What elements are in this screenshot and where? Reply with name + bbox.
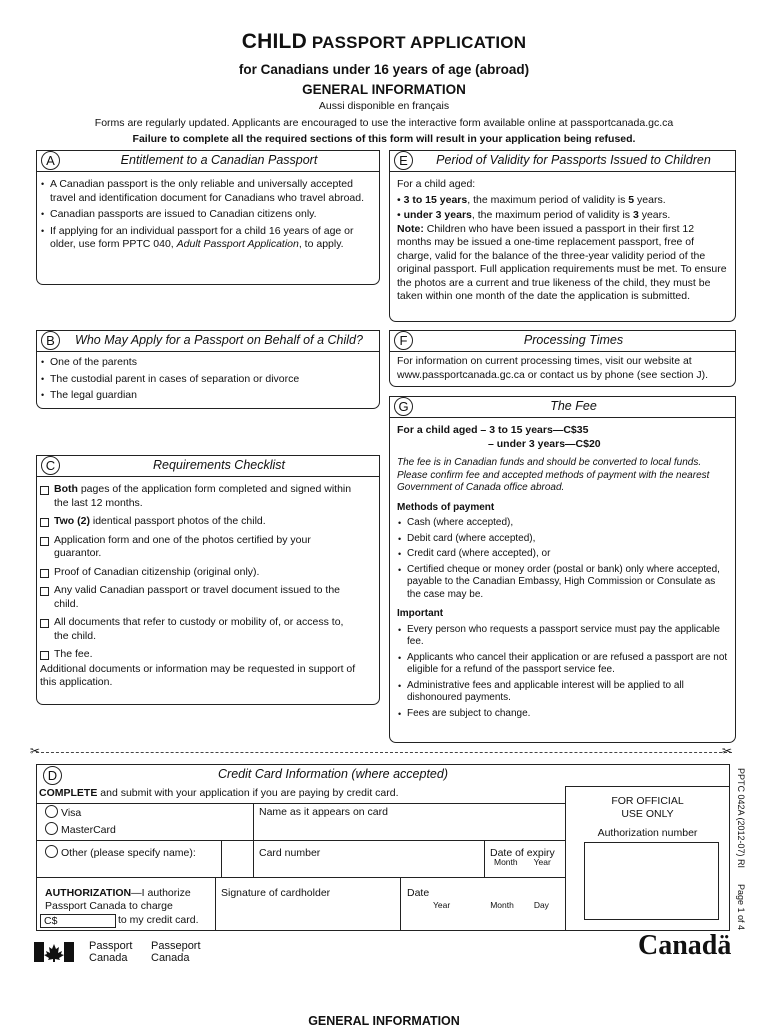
- section-c-title: Requirements Checklist: [153, 458, 285, 472]
- scissors-icon: ✂: [30, 744, 41, 758]
- checklist-item: Application form and one of the photos certified by your guarantor.: [40, 534, 360, 561]
- checkbox-icon[interactable]: [40, 537, 49, 546]
- agency-name-fr: Passeport Canada: [151, 940, 201, 964]
- fee-line: – under 3 years—C$20: [488, 437, 601, 450]
- section-e-header: [389, 150, 736, 172]
- other-card-field[interactable]: Other (please specify name):: [36, 840, 222, 878]
- name-on-card-field[interactable]: Name as it appears on card: [253, 803, 566, 841]
- checkbox-icon[interactable]: [40, 587, 49, 596]
- checklist-item: Both pages of the application form completed and signed within the last 12 months.: [40, 483, 360, 510]
- list-item: • If applying for an individual passport for a child 16 years of age or older, use form PPTC 040, Adult Passport Application, to apply.: [40, 225, 370, 252]
- radio-icon[interactable]: [45, 845, 58, 858]
- list-item: • Debit card (where accepted),: [397, 533, 729, 546]
- fee-note: The fee is in Canadian funds and should be converted to local funds. Please confirm fee and accepted methods of payment with the nearest Government of Canada office abroad.: [397, 457, 710, 493]
- agency-name-en: Passport Canada: [89, 940, 133, 964]
- section-letter: F: [394, 331, 413, 350]
- checkbox-icon[interactable]: [40, 619, 49, 628]
- checklist-item: All documents that refer to custody or mobility of, or access to, the child.: [40, 616, 360, 643]
- section-g-title: The Fee: [550, 399, 597, 413]
- section-a-title: Entitlement to a Canadian Passport: [120, 153, 318, 167]
- visa-option[interactable]: Visa: [45, 805, 253, 822]
- cut-line: [36, 752, 732, 753]
- checkbox-icon[interactable]: [40, 651, 49, 660]
- processing-text: For information on current processing times, visit our website at www.passportcanada.gc.ca or contact us by phone (see section J).: [397, 355, 709, 381]
- authorization-block: AUTHORIZATION—I authorize Passport Canada to charge: [36, 877, 216, 931]
- checklist-item: The fee.: [40, 648, 360, 662]
- official-use-box: [565, 786, 730, 931]
- list-item: • Cash (where accepted),: [397, 517, 729, 530]
- section-d-title: Credit Card Information (where accepted): [218, 767, 448, 781]
- cc-instructions: COMPLETE and submit with your application if you are paying by credit card.: [36, 786, 566, 804]
- list-item: • Certified cheque or money order (postal or bank) only where accepted, payable to the Canadian Embassy, High Commission or Consulate as the case may be.: [397, 564, 729, 602]
- radio-icon[interactable]: [45, 805, 58, 818]
- refusal-warning: Failure to complete all the required sections of this form will result in your application being refused.: [132, 133, 636, 145]
- canada-wordmark: Canadä: [638, 930, 732, 961]
- checkbox-icon[interactable]: [40, 569, 49, 578]
- update-notice: Forms are regularly updated. Applicants are encouraged to use the interactive form available online at passportcanada.gc.ca: [94, 117, 674, 129]
- checklist-item: Proof of Canadian citizenship (original only).: [40, 566, 360, 580]
- section-letter: C: [41, 456, 60, 475]
- section-f-header: [389, 330, 736, 352]
- section-letter: A: [41, 151, 60, 170]
- signature-field[interactable]: Signature of cardholder: [215, 877, 401, 931]
- auth-number-label: Authorization number: [597, 827, 698, 839]
- auth-number-field[interactable]: [584, 842, 719, 920]
- french-note: Aussi disponible en français: [318, 100, 450, 112]
- radio-icon[interactable]: [45, 822, 58, 835]
- section-a-header: [36, 150, 380, 172]
- section-g-header: [389, 396, 736, 418]
- list-item: • Every person who requests a passport service must pay the applicable fee.: [397, 624, 729, 649]
- canada-flag-icon: [34, 942, 74, 967]
- form-id: PPTC 042A (2012-07) RI: [736, 768, 746, 869]
- section-letter: D: [43, 766, 62, 785]
- page-number: Page 1 of 4: [736, 884, 746, 931]
- section-letter: G: [394, 397, 413, 416]
- date-field[interactable]: Date Year Month Day: [400, 877, 566, 931]
- amount-field[interactable]: C$: [40, 914, 116, 928]
- methods-heading: Methods of payment: [397, 501, 495, 513]
- checklist-item: Two (2) identical passport photos of the child.: [40, 515, 360, 529]
- important-heading: Important: [397, 608, 444, 619]
- list-item: • The legal guardian: [40, 389, 370, 403]
- section-b-body: [40, 356, 370, 406]
- checklist-footer: Additional documents or information may be requested in support of this application.: [40, 662, 356, 688]
- page-title: CHILD PASSPORT APPLICATION: [241, 30, 527, 53]
- section-f-title: Processing Times: [523, 333, 624, 347]
- spacer: [221, 840, 254, 878]
- official-label: FOR OFFICIAL USE ONLY: [611, 795, 684, 820]
- page-subtitle: for Canadians under 16 years of age (abroad): [238, 62, 530, 77]
- section-letter: E: [394, 151, 413, 170]
- section-c-body: [40, 483, 360, 690]
- section-heading: GENERAL INFORMATION: [302, 82, 466, 97]
- list-item: • Fees are subject to change.: [397, 708, 729, 721]
- section-b-header: [36, 330, 380, 352]
- to-card-label: to my credit card.: [118, 914, 199, 926]
- fee-line: For a child aged – 3 to 15 years—C$35: [397, 424, 589, 436]
- section-c-header: [36, 455, 380, 477]
- list-item: • Administrative fees and applicable interest will be applied to all dishonoured payments.: [397, 680, 729, 705]
- checkbox-icon[interactable]: [40, 486, 49, 495]
- section-letter: B: [41, 331, 60, 350]
- list-item: • The custodial parent in cases of separation or divorce: [40, 373, 370, 387]
- card-number-field[interactable]: Card number: [253, 840, 485, 878]
- checklist-item: Any valid Canadian passport or travel document issued to the child.: [40, 584, 360, 611]
- scissors-icon: ✂: [722, 744, 733, 758]
- list-item: • Canadian passports are issued to Canadian citizens only.: [40, 208, 370, 222]
- list-item: • A Canadian passport is the only reliable and universally accepted travel and identification document for Canadians who travel abroad.: [40, 178, 370, 205]
- mastercard-option[interactable]: MasterCard: [45, 822, 253, 839]
- section-g-body: [397, 424, 729, 723]
- section-b-title: Who May Apply for a Passport on Behalf of a Child?: [75, 333, 363, 347]
- list-item: • Applicants who cancel their application or are refused a passport are not eligible for a refund of the passport service fee.: [397, 652, 729, 677]
- section-d-header: [36, 764, 730, 786]
- checkbox-icon[interactable]: [40, 518, 49, 527]
- section-e-body: For a child aged: • 3 to 15 years, the maximum period of validity is 5 years. • under 3 years, the maximum period of validity is 3 years. Note: Children who have been issued a passport in their first 12 months may be issued a one-time replacement passport, free of charge, valid for the balance of the three-year validity period of the original passport. Full application requirements must be met. To ensure the photos are a current and true likeness of the child, they must be taken within one month of the date the application is submitted.: [397, 178, 727, 302]
- next-page-heading: GENERAL INFORMATION: [308, 1014, 460, 1028]
- list-item: • One of the parents: [40, 356, 370, 370]
- list-item: • Credit card (where accepted), or: [397, 548, 729, 561]
- expiry-field[interactable]: Date of expiry Month Year: [484, 840, 566, 878]
- section-e-title: Period of Validity for Passports Issued to Children: [436, 153, 711, 167]
- section-a-body: [40, 178, 370, 255]
- card-type-group: [36, 803, 254, 841]
